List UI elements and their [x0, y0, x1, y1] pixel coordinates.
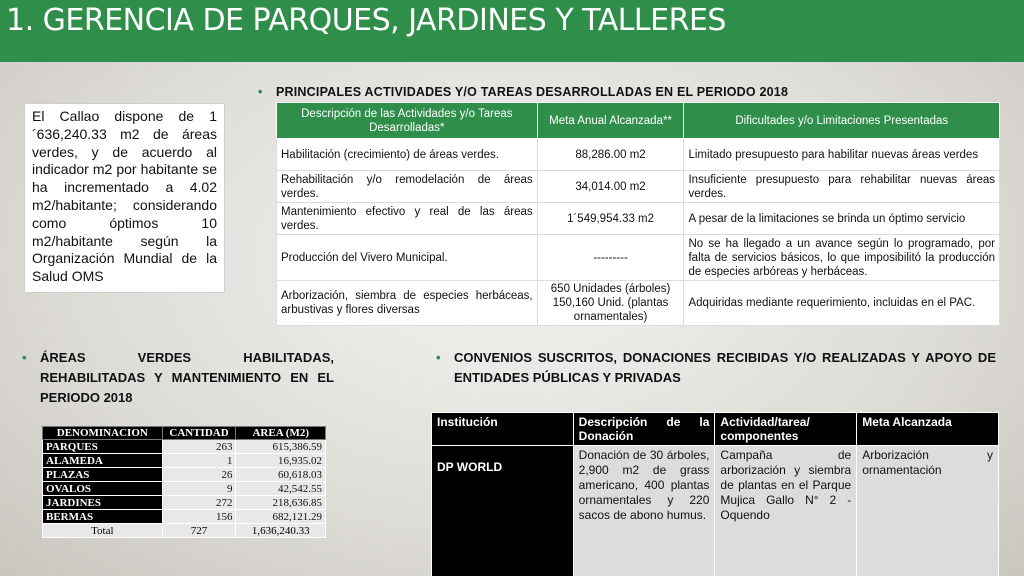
table-header-row [432, 413, 999, 446]
area-value: 60,618.03 [236, 468, 326, 482]
area-value: 615,386.59 [236, 440, 326, 454]
activity-difficulty: A pesar de la limitaciones se brinda un óptimo servicio [684, 203, 1000, 235]
area-quantity: 26 [162, 468, 236, 482]
area-quantity: 272 [162, 496, 236, 510]
activity-goal: 650 Unidades (árboles) 150,160 Unid. (plantas ornamentales) [537, 281, 684, 326]
bullet-icon: • [22, 350, 27, 365]
areas-heading-text: ÁREAS VERDES HABILITADAS, REHABILITADAS Y MANTENIMIENTO EN EL PERIODO 2018 [40, 350, 334, 405]
column-header: Institución [432, 413, 574, 446]
table-row [43, 440, 326, 454]
activity-goal: 88,286.00 m2 [537, 139, 684, 171]
activity-goal: 34,014.00 m2 [537, 171, 684, 203]
convenio-goal: Arborización y ornamentación [857, 446, 999, 576]
table-header-row [43, 427, 326, 440]
activities-table [276, 102, 1000, 326]
convenios-table [431, 412, 999, 576]
area-name: OVALOS [43, 482, 163, 496]
activity-description: Arborización, siembra de especies herbáceas, arbustivas y flores diversas [277, 281, 538, 326]
intro-text: El Callao dispone de 1´636,240.33 m2 de áreas verdes, y de acuerdo al indicador m2 por habitante se ha incrementado a 4.02 m2/habitante; considerando como óptimos 10 m2/habitante según la Organización Mundial de la Salud OMS [32, 108, 217, 285]
table-row [277, 139, 1000, 171]
convenios-heading-text: CONVENIOS SUSCRITOS, DONACIONES RECIBIDAS Y/O REALIZADAS Y APOYO DE ENTIDADES PÚBLICAS Y PRIVADAS [454, 350, 996, 385]
page-title: 1. GERENCIA DE PARQUES, JARDINES Y TALLERES [6, 3, 726, 38]
area-value: 218,636.85 [236, 496, 326, 510]
area-quantity: 156 [162, 510, 236, 524]
table-row [43, 454, 326, 468]
activity-difficulty: No se ha llegado a un avance según lo programado, por falta de servicios básicos, lo que imposibilitó la producción de especies arbóreas y herbáceas. [684, 235, 1000, 281]
activity-description: Producción del Vivero Municipal. [277, 235, 538, 281]
area-quantity: 1 [162, 454, 236, 468]
activity-difficulty: Insuficiente presupuesto para rehabilitar nuevas áreas verdes. [684, 171, 1000, 203]
column-header: Descripción de las Actividades y/o Tareas Desarrolladas* [277, 103, 538, 139]
area-quantity: 263 [162, 440, 236, 454]
convenios-heading [436, 348, 996, 388]
column-header: Actividad/tarea/ componentes [715, 413, 857, 446]
convenio-institution: DP WORLD [432, 446, 574, 576]
table-row [43, 510, 326, 524]
area-name: ALAMEDA [43, 454, 163, 468]
bullet-icon: • [258, 85, 263, 99]
areas-table [42, 426, 326, 538]
activity-description: Rehabilitación y/o remodelación de áreas verdes. [277, 171, 538, 203]
activities-heading-text: PRINCIPALES ACTIVIDADES Y/O TAREAS DESARROLLADAS EN EL PERIODO 2018 [276, 85, 789, 99]
area-name: JARDINES [43, 496, 163, 510]
table-row [43, 496, 326, 510]
table-row [277, 203, 1000, 235]
column-header: DENOMINACION [43, 427, 163, 440]
activity-goal: 1´549,954.33 m2 [537, 203, 684, 235]
convenio-activity: Campaña de arborización y siembra de plantas en el Parque Mujica Gallo N° 2 - Oquendo [715, 446, 857, 576]
total-quantity: 727 [162, 524, 236, 538]
activity-difficulty: Adquiridas mediante requerimiento, incluidas en el PAC. [684, 281, 1000, 326]
areas-heading [22, 348, 334, 408]
area-name: PARQUES [43, 440, 163, 454]
activity-description: Habilitación (crecimiento) de áreas verdes. [277, 139, 538, 171]
area-value: 16,935.02 [236, 454, 326, 468]
table-row [277, 281, 1000, 326]
activity-description: Mantenimiento efectivo y real de las áreas verdes. [277, 203, 538, 235]
area-value: 42,542.55 [236, 482, 326, 496]
column-header: AREA (M2) [236, 427, 326, 440]
area-value: 682,121.29 [236, 510, 326, 524]
table-row [277, 235, 1000, 281]
convenio-description: Donación de 30 árboles, 2,900 m2 de grass americano, 400 plantas ornamentales y 220 sacos de abono humus. [573, 446, 715, 576]
area-name: BERMAS [43, 510, 163, 524]
total-row [43, 524, 326, 538]
total-area: 1,636,240.33 [236, 524, 326, 538]
bullet-icon: • [436, 350, 441, 365]
column-header: Meta Anual Alcanzada** [537, 103, 684, 139]
intro-text-box [24, 103, 225, 293]
area-name: PLAZAS [43, 468, 163, 482]
column-header: Dificultades y/o Limitaciones Presentadas [684, 103, 1000, 139]
column-header: Meta Alcanzada [857, 413, 999, 446]
activity-goal: --------- [537, 235, 684, 281]
total-label: Total [43, 524, 163, 538]
table-row [43, 468, 326, 482]
activity-difficulty: Limitado presupuesto para habilitar nuevas áreas verdes [684, 139, 1000, 171]
title-bar [0, 0, 1024, 62]
table-row [277, 171, 1000, 203]
activities-heading [258, 82, 978, 102]
column-header: Descripción de la Donación [573, 413, 715, 446]
table-row [432, 446, 999, 576]
column-header: CANTIDAD [162, 427, 236, 440]
table-header-row [277, 103, 1000, 139]
table-row [43, 482, 326, 496]
area-quantity: 9 [162, 482, 236, 496]
